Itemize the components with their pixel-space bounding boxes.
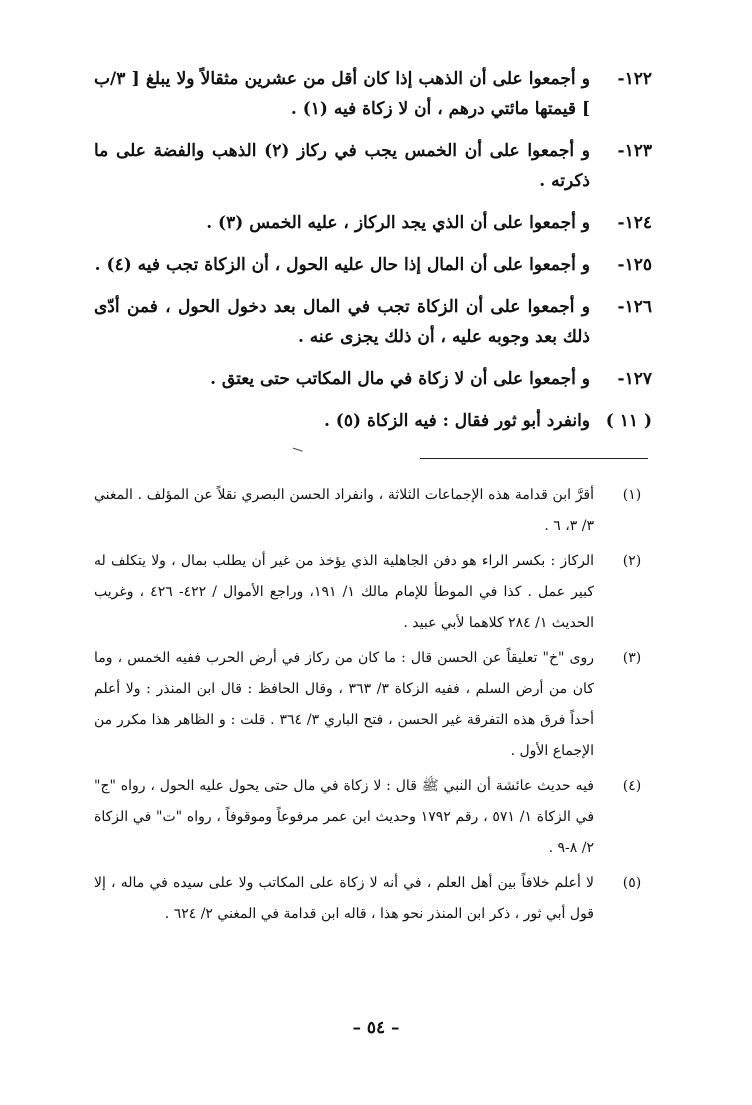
- consensus-item-122: [94, 64, 652, 124]
- item-text: وانفرد أبو ثور فقال : فيه الزكاة (٥) .: [323, 411, 590, 431]
- item-number: ١٢٤-: [617, 213, 652, 233]
- item-number: ١٢٢-: [617, 69, 652, 89]
- item-number: ١٢٧-: [617, 369, 652, 389]
- item-number: ١٢٥-: [617, 255, 652, 275]
- item-text: و أجمعوا على أن لا زكاة في مال المكاتب حتى يعتق .: [210, 369, 590, 389]
- stray-mark: [291, 448, 302, 457]
- footnote-text: لا أعلم خلافاً بين أهل العلم ، في أنه لا زكاة على المكاتب ولا على سيده في ماله ، إلا قول أبي ثور ، ذكر ابن المنذر نحو هذا ، قاله ابن قدامة في المغني ٢/ ٦٢٤ .: [94, 875, 594, 922]
- footnote-divider: [420, 458, 648, 459]
- footnote-1: [94, 480, 652, 542]
- main-text: [94, 64, 652, 448]
- consensus-item-124: [94, 208, 652, 238]
- footnote-number: (٣): [622, 650, 642, 666]
- footnote-4: [94, 771, 652, 864]
- consensus-item-126: [94, 292, 652, 352]
- footnote-number: (٢): [622, 553, 642, 569]
- footnote-number: (١): [622, 487, 642, 503]
- item-number: ( ١١ ): [605, 411, 652, 431]
- footnotes: [94, 480, 652, 934]
- item-text: و أجمعوا على أن الذهب إذا كان أقل من عشرين مثقالاً ولا يبلغ [ ٣/ب ] قيمتها مائتي درهم ، أن لا زكاة فيه (١) .: [94, 69, 590, 119]
- footnote-text: الركاز : بكسر الراء هو دفن الجاهلية الذي يؤخذ من غير أن يطلب بمال ، ولا يتكلف له كبير عمل . كذا في الموطأ للإمام مالك ١/ ١٩١، وراجع الأموال / ٤٢٢- ٤٢٦ ، وغريب الحديث ١/ ٢٨٤ كلاهما لأبي عبيد .: [94, 553, 594, 631]
- footnote-text: أقرَّ ابن قدامة هذه الإجماعات الثلاثة ، وانفراد الحسن البصري نقلاً عن المؤلف . المغني ٣/ ٣، ٦ .: [94, 487, 595, 534]
- footnote-text: روى "خ" تعليقاً عن الحسن قال : ما كان من ركاز في أرض الحرب ففيه الخمس ، وما كان من أرض السلم ، ففيه الزكاة ٣/ ٣٦٣ ، وقال الحافظ : قال ابن المنذر : ولا أعلم أحداً فرق هذه التفرقة غير الحسن ، فتح الباري ٣/ ٣٦٤ . قلت : و الظاهر هذا مكرر من الإجماع الأول .: [94, 650, 595, 759]
- item-number: ١٢٦-: [617, 297, 652, 317]
- item-text: و أجمعوا على أن الزكاة تجب في المال بعد دخول الحول ، فمن أدّى ذلك بعد وجوبه عليه ، أن ذلك يجزى عنه .: [94, 297, 590, 347]
- item-text: و أجمعوا على أن الخمس يجب في ركاز (٢) الذهب والفضة على ما ذكرته .: [94, 141, 591, 191]
- item-text: و أجمعوا على أن المال إذا حال عليه الحول ، أن الزكاة تجب فيه (٤) .: [94, 255, 590, 275]
- footnote-number: (٥): [622, 875, 642, 891]
- consensus-item-125: [94, 250, 652, 280]
- item-text: و أجمعوا على أن الذي يجد الركاز ، عليه الخمس (٣) .: [206, 213, 590, 233]
- consensus-item-123: [94, 136, 652, 196]
- page-number: – ٥٤ –: [352, 1018, 400, 1038]
- footnote-5: [94, 868, 652, 930]
- exception-item-11: [94, 406, 652, 436]
- footnote-text: فيه حديث عائشة أن النبي ﷺ قال : لا زكاة في مال حتى يحول عليه الحول ، رواه "ج" في الزكاة ١/ ٥٧١ ، رقم ١٧٩٢ وحديث ابن عمر مرفوعاً وموقوفاً ، رواه "ت" في الزكاة ٢/ ٨-٩ .: [94, 778, 595, 856]
- consensus-item-127: [94, 364, 652, 394]
- footnote-2: [94, 546, 652, 639]
- footnote-number: (٤): [622, 778, 642, 794]
- footnote-3: [94, 643, 652, 767]
- item-number: ١٢٣-: [617, 141, 652, 161]
